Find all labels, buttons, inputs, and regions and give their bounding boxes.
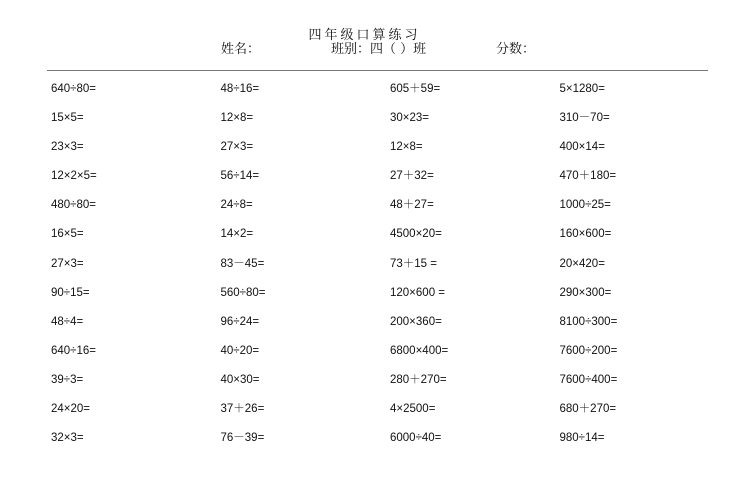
problem: 20×420= bbox=[559, 257, 605, 270]
problem: 37＋26= bbox=[220, 403, 265, 416]
problem: 7600÷400= bbox=[559, 373, 618, 386]
problem: 12×8= bbox=[220, 112, 254, 125]
problem: 560÷80= bbox=[220, 286, 266, 299]
problem: 15×5= bbox=[51, 112, 84, 125]
problem: 39÷3= bbox=[51, 373, 84, 386]
problem: 27×3= bbox=[51, 257, 84, 270]
problem: 12×2×5= bbox=[51, 170, 97, 183]
problem: 27×3= bbox=[220, 141, 254, 154]
problem: 605＋59= bbox=[390, 83, 441, 95]
problem: 48÷16= bbox=[220, 83, 260, 95]
problem-grid bbox=[51, 82, 729, 460]
problem: 400×14= bbox=[559, 141, 605, 154]
problem: 83－45= bbox=[220, 257, 265, 270]
problem: 640÷80= bbox=[51, 83, 97, 95]
problem: 480÷80= bbox=[51, 199, 97, 212]
problem-row bbox=[51, 111, 729, 140]
problem-row bbox=[51, 257, 729, 286]
problem-row bbox=[51, 373, 729, 402]
problem: 8100÷300= bbox=[559, 315, 618, 328]
problem: 27＋32= bbox=[390, 170, 434, 183]
problem-row bbox=[51, 227, 729, 256]
problem: 24÷8= bbox=[220, 199, 253, 212]
problem-row bbox=[51, 286, 729, 315]
score-label: 分数： bbox=[496, 42, 536, 57]
problem-row bbox=[51, 315, 729, 344]
problem: 14×2= bbox=[220, 228, 254, 241]
problem: 4500×20= bbox=[390, 228, 442, 241]
problem-row bbox=[51, 198, 729, 227]
problem: 30×23= bbox=[390, 112, 430, 125]
problem: 12×8= bbox=[390, 141, 423, 154]
problem: 290×300= bbox=[559, 286, 612, 299]
problem: 160×600= bbox=[559, 228, 612, 241]
problem: 56÷14= bbox=[220, 170, 260, 183]
problem: 76－39= bbox=[220, 432, 265, 445]
problem: 48＋27= bbox=[390, 199, 434, 212]
problem: 680＋270= bbox=[559, 403, 617, 416]
problem: 6800×400= bbox=[390, 344, 449, 357]
problem: 1000÷25= bbox=[559, 199, 611, 212]
problem: 980÷14= bbox=[559, 432, 605, 445]
problem-row bbox=[51, 402, 729, 431]
problem: 470＋180= bbox=[559, 170, 617, 183]
problem: 280＋270= bbox=[390, 373, 447, 386]
problem: 40÷20= bbox=[220, 344, 260, 357]
problem: 32×3= bbox=[51, 432, 84, 445]
problem: 24×20= bbox=[51, 403, 91, 416]
problem: 48÷4= bbox=[51, 315, 84, 328]
problem: 96÷24= bbox=[220, 315, 260, 328]
worksheet-title: 四年级口算练习 bbox=[308, 28, 421, 43]
problem: 4×2500= bbox=[390, 403, 436, 416]
problem: 120×600 = bbox=[390, 286, 446, 299]
problem: 200×360= bbox=[390, 315, 442, 328]
problem-row bbox=[51, 344, 729, 373]
problem: 5×1280= bbox=[559, 83, 605, 95]
problem: 16×5= bbox=[51, 228, 84, 241]
problem: 90÷15= bbox=[51, 286, 90, 299]
problem: 310－70= bbox=[559, 112, 610, 125]
problem-row bbox=[51, 140, 729, 169]
header-divider bbox=[47, 70, 708, 71]
problem-row bbox=[51, 431, 729, 460]
name-label: 姓名： bbox=[221, 42, 261, 57]
class-label: 班别：四（ ）班 bbox=[331, 42, 427, 57]
problem: 6000÷40= bbox=[390, 432, 442, 445]
problem: 23×3= bbox=[51, 141, 84, 154]
problem: 73＋15 = bbox=[390, 257, 437, 270]
problem: 640÷16= bbox=[51, 344, 97, 357]
problem: 7600÷200= bbox=[559, 344, 618, 357]
problem: 40×30= bbox=[220, 373, 260, 386]
problem-row bbox=[51, 169, 729, 198]
problem-row bbox=[51, 82, 729, 111]
